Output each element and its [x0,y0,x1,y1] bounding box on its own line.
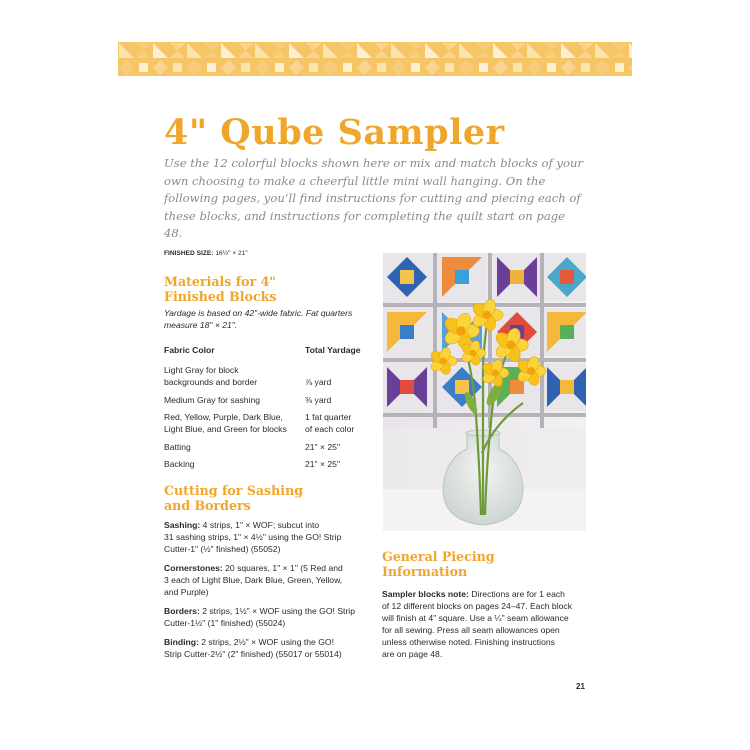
piecing-text: Directions are for 1 each [468,589,565,599]
piecing-text: of 12 different blocks on pages 24–47. Each block [382,601,572,611]
page-title: 4" Qube Sampler [164,112,505,153]
cutting-text: 3 each of Light Blue, Dark Blue, Green, Yellow, [164,575,343,585]
finished-size-label: FINISHED SIZE: [164,250,214,257]
piecing-text: will finish at 4" square. Use a ¼" seam allowance [382,613,569,623]
book-page [118,42,632,704]
fabric-cell: Medium Gray for sashing [164,395,260,405]
fabric-color-header: Fabric Color [164,345,215,355]
materials-heading-line2: Finished Blocks [164,288,277,304]
yardage-cell: 21" × 25" [305,442,341,452]
materials-heading [164,275,276,304]
materials-note-line1: Yardage is based on 42"-wide fabric. Fat quarters [164,308,353,318]
cutting-heading-line1: Cutting for Sashing [164,483,304,498]
cutting-text: and Purple) [164,587,209,597]
materials-heading-line1: Materials for 4" [164,274,276,289]
cutting-cornerstones [164,562,376,598]
page-number: 21 [576,682,585,691]
cutting-text: 2 strips, 2½" × WOF using the GO! [198,637,334,647]
cutting-text: 4 strips, 1" × WOF; subcut into [200,520,320,530]
total-yardage-header: Total Yardage [305,345,361,355]
yardage-cell: ⅜ yard [305,395,332,405]
finished-size-value: 16½" × 21" [215,250,248,257]
cutting-text: 31 sashing strips, 1" × 4½" using the GO! Strip [164,532,342,542]
piecing-heading-line1: General Piecing [382,549,495,564]
cutting-heading [164,484,303,513]
cutting-text: Strip Cutter-2½" (2" finished) (55017 or 55014) [164,649,342,659]
materials-note [164,307,374,331]
quilt-flowers-photo [383,253,586,531]
piecing-label: Sampler blocks note: [382,589,469,599]
piecing-heading-line2: Information [382,563,468,579]
cutting-text: Cutter-1½" (1" finished) (55024) [164,618,286,628]
cutting-binding [164,636,376,660]
cutting-label: Borders: [164,606,200,616]
cutting-text: 20 squares, 1" × 1" (5 Red and [222,563,343,573]
fabric-cell: Light Blue, and Green for blocks [164,424,287,434]
cutting-label: Cornerstones: [164,563,223,573]
finished-size [164,250,248,257]
fabric-cell: Backing [164,459,195,469]
yardage-cell: ⅞ yard [305,377,332,387]
cutting-text: Cutter-1" (½" finished) (55052) [164,544,281,554]
cutting-sashing [164,519,376,555]
fabric-cell: backgrounds and border [164,377,258,387]
piecing-paragraph [382,588,592,660]
cutting-borders [164,605,376,629]
fabric-cell: Red, Yellow, Purple, Dark Blue, [164,412,283,422]
materials-note-line2: measure 18" × 21". [164,320,238,330]
piecing-text: unless otherwise noted. Finishing instructions [382,637,555,647]
decorative-block-banner [118,42,632,76]
yardage-cell: of each color [305,424,355,434]
fabric-cell: Light Gray for block [164,365,239,375]
cutting-label: Sashing: [164,520,201,530]
piecing-text: for all sewing. Press all seam allowances open [382,625,560,635]
piecing-text: are on page 48. [382,649,443,659]
fabric-cell: Batting [164,442,191,452]
yardage-cell: 1 fat quarter [305,412,352,422]
cutting-heading-line2: and Borders [164,497,251,513]
yardage-cell: 21" × 25" [305,459,341,469]
piecing-heading [382,550,495,579]
cutting-text: 2 strips, 1½" × WOF using the GO! Strip [199,606,355,616]
cutting-label: Binding: [164,637,199,647]
intro-paragraph: Use the 12 colorful blocks shown here or mix and match blocks of your own choosing to make a cheerful little mini wall hanging. On the following pages, you’ll find instructions for cutting and piecing each of these blocks, and instructions for completing the quilt start on page 48. [164,156,583,240]
